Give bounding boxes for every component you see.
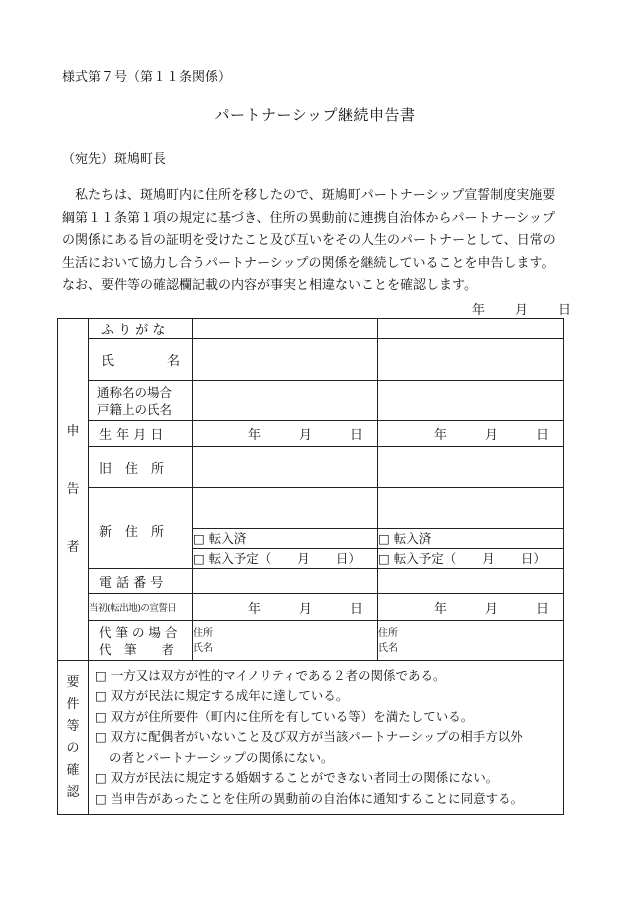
oath-date-field-2[interactable]: 年 月 日: [378, 594, 564, 621]
confirmation-checkbox[interactable]: □ 双方に配偶者がいないこと及び双方が当該パートナーシップの相手方以外: [95, 729, 523, 745]
birthdate-label: 生 年 月 日: [89, 421, 193, 447]
furigana-field-1[interactable]: [193, 319, 378, 339]
declaration-line: 私たちは、斑鳩町内に住所を移したので、斑鳩町パートナーシップ宣誓制度実施要: [62, 188, 556, 203]
oath-date-label: 当初(転出地)の宣誓日: [89, 594, 193, 621]
birthdate-field-1[interactable]: 年 月 日: [193, 421, 378, 447]
new-address-field-2[interactable]: [378, 488, 564, 529]
confirmation-continuation: の者とパートナーシップの関係にない。: [109, 749, 334, 765]
new-address-label: 新 住 所: [89, 488, 193, 569]
confirmation-checkbox[interactable]: □ 双方が民法に規定する婚姻することができない者同士の関係にない。: [95, 770, 499, 786]
confirmation-items: [89, 661, 564, 815]
application-table: [57, 318, 564, 815]
moving-plan-checkbox-2[interactable]: □ 転入予定（ 月 日）: [378, 549, 564, 569]
furigana-label: ふ り が な: [89, 319, 193, 339]
old-address-label: 旧 住 所: [89, 447, 193, 488]
date-day: 日: [558, 303, 572, 318]
confirmation-section-label: 要 件 等 の 確 認: [58, 661, 89, 815]
phone-field-1[interactable]: [193, 569, 378, 594]
date-year: 年: [472, 303, 486, 318]
proxy-label: 代 筆 の 場 合 代 筆 者: [89, 621, 193, 661]
addressee: （宛先）斑鳩町長: [62, 152, 167, 167]
declaration-line: の関係にある旨の証明を受けたこと及び互いをその人生のパートナーとして、日常の: [62, 233, 556, 248]
declaration-line: なお、要件等の確認欄記載の内容が事実と相違ないことを確認します。: [62, 278, 477, 293]
moving-plan-checkbox-1[interactable]: □ 転入予定（ 月 日）: [193, 549, 378, 569]
moved-in-checkbox-2[interactable]: □ 転入済: [378, 529, 564, 549]
new-address-field-1[interactable]: [193, 488, 378, 529]
name-field-2[interactable]: [378, 339, 564, 381]
old-address-field-1[interactable]: [193, 447, 378, 488]
applicant-section-label: 申 告 者: [58, 319, 89, 661]
alias-field-2[interactable]: [378, 381, 564, 421]
old-address-field-2[interactable]: [378, 447, 564, 488]
proxy-field-1[interactable]: 住所 氏名: [193, 621, 378, 661]
oath-date-field-1[interactable]: 年 月 日: [193, 594, 378, 621]
declaration-line: 生活において協力し合うパートナーシップの関係を継続していることを申告します。: [62, 255, 555, 271]
confirmation-checkbox[interactable]: □ 双方が民法に規定する成年に達している。: [95, 688, 349, 704]
phone-field-2[interactable]: [378, 569, 564, 594]
page-title: パートナーシップ継続申告書: [214, 106, 416, 124]
proxy-field-2[interactable]: 住所 氏名: [378, 621, 564, 661]
declaration-line: 綱第１１条第１項の規定に基づき、住所の異動前に連携自治体からパートナーシップ: [62, 210, 555, 226]
name-field-1[interactable]: [193, 339, 378, 381]
birthdate-field-2[interactable]: 年 月 日: [378, 421, 564, 447]
confirmation-checkbox[interactable]: □ 当申告があったことを住所の異動前の自治体に通知することに同意する。: [95, 790, 524, 806]
furigana-field-2[interactable]: [378, 319, 564, 339]
confirmation-checkbox[interactable]: □ 双方が住所要件（町内に住所を有している等）を満たしている。: [95, 708, 474, 724]
confirmation-checkbox[interactable]: □ 一方又は双方が性的マイノリティである２者の関係である。: [95, 667, 446, 683]
declaration-text: [62, 185, 568, 298]
alias-label: 通称名の場合 戸籍上の氏名: [89, 381, 193, 421]
moved-in-checkbox-1[interactable]: □ 転入済: [193, 529, 378, 549]
name-label: 氏 名: [89, 339, 193, 381]
alias-field-1[interactable]: [193, 381, 378, 421]
phone-label: 電 話 番 号: [89, 569, 193, 594]
date-month: 月: [515, 303, 529, 318]
form-number: 様式第７号（第１１条関係）: [62, 70, 232, 85]
submission-date[interactable]: [472, 299, 571, 318]
